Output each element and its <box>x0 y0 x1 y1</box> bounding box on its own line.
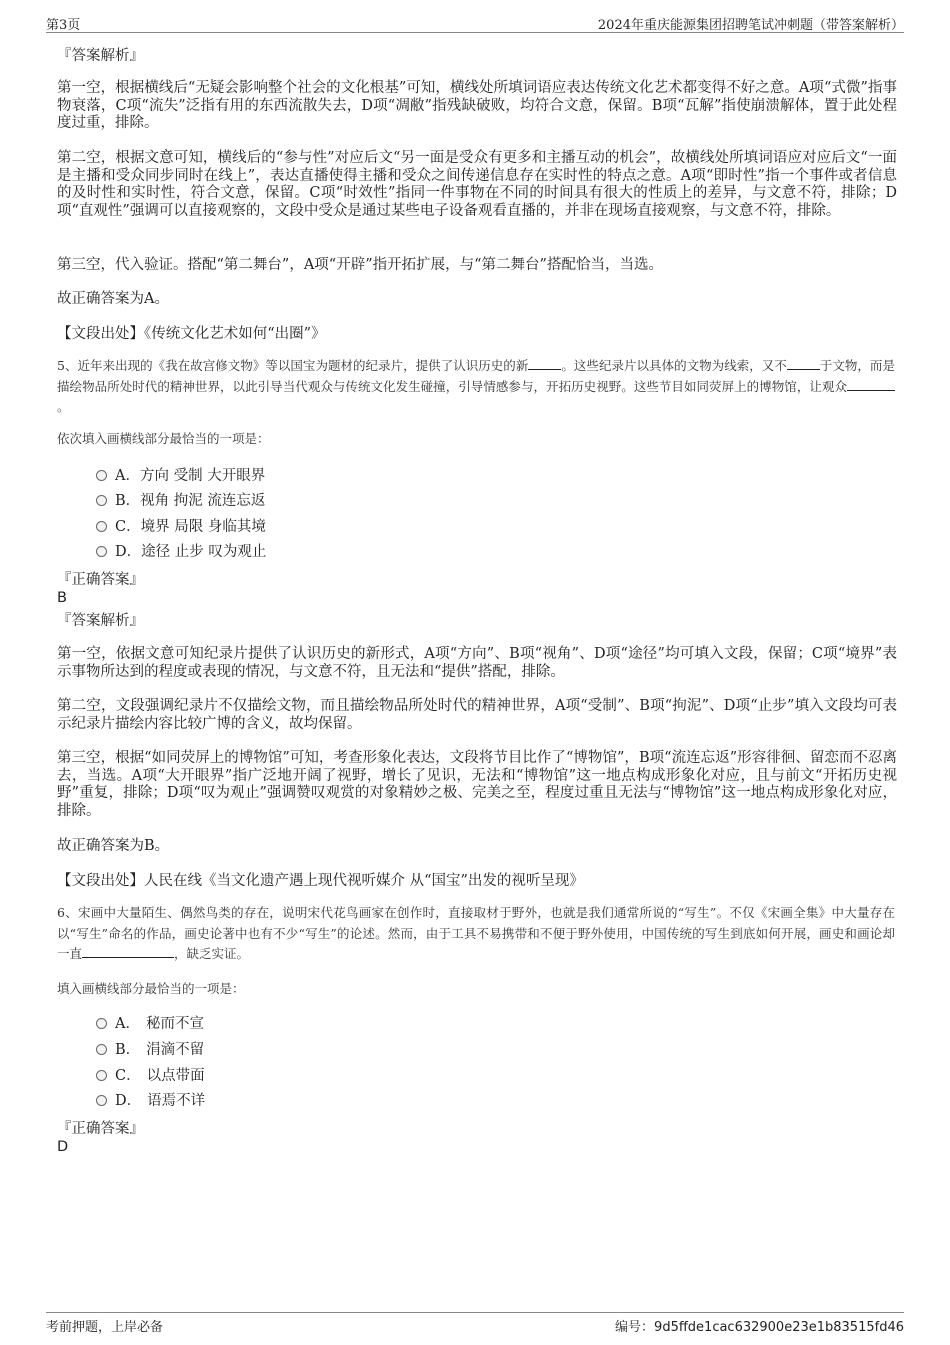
q5-analysis-label: 『答案解析』 <box>57 613 144 629</box>
q5-analysis-p2: 第二空，文段强调纪录片不仅描绘文物，而且描绘物品所处时代的精神世界，A项“受制”、B项“拘泥”、D项“止步”填入文段均可表示纪录片描绘内容比较广博的含义，故均保留。 <box>57 698 897 732</box>
q5-correct-label: 『正确答案』 <box>57 572 144 588</box>
prev-analysis-p1: 第一空，根据横线后“无疑会影响整个社会的文化根基”可知，横线处所填词语应表达传统文化艺术都变得不好之意。A项“式微”指事物衰落，C项“流失”泛指有用的东西流散失去，D项“凋敝”指残缺破败，均符合文意，保留。B项“瓦解”指使崩溃解体，置于此处程度过重，排除。 <box>57 80 897 131</box>
radio-icon[interactable] <box>96 470 107 481</box>
q5-prompt: 依次填入画横线部分最恰当的一项是： <box>57 431 270 446</box>
page-footer <box>46 1312 904 1333</box>
q5-blank-2 <box>787 357 820 370</box>
q5-blank-1 <box>528 357 561 370</box>
prev-source: 【文段出处】《传统文化艺术如何“出圈”》 <box>57 326 326 342</box>
radio-icon[interactable] <box>96 1095 107 1106</box>
radio-icon[interactable] <box>96 1018 107 1029</box>
q6-correct-label: 『正确答案』 <box>57 1121 144 1137</box>
q5-option-b[interactable]: B．视角 拘泥 流连忘返 <box>96 491 265 511</box>
q6-correct-answer: D <box>57 1139 69 1155</box>
prev-analysis-p2: 第二空，根据文意可知，横线后的“参与性”对应后文“另一面是受众有更多和主播互动的机会”，故横线处所填词语应对应后文“一面是主播和受众同步同时在线上”，表达直播使得主播和受众之间传递信息存在实时性的特点之意。A项“即时性”指一个事件或者信息的及时性和实时性，符合文意，保留。C项“时效性”指同一件事物在不同的时间具有很大的性质上的差异，与文意不符，排除；D项“直观性”强调可以直接观察的，文段中受众是通过某些电子设备观看直播的，并非在现场直接观察，与文意不符，排除。 <box>57 150 897 219</box>
radio-icon[interactable] <box>96 1044 107 1055</box>
q6-option-c[interactable]: C． 以点带面 <box>96 1066 205 1086</box>
prev-conclusion: 故正确答案为A。 <box>57 291 169 307</box>
page-header <box>46 12 904 33</box>
prev-analysis-p3: 第三空，代入验证。搭配“第二舞台”，A项“开辟”指开拓扩展，与“第二舞台”搭配恰当，当选。 <box>57 257 663 273</box>
radio-icon[interactable] <box>96 495 107 506</box>
q5-correct-answer: B <box>57 590 67 606</box>
q6-stem: 6、宋画中大量陌生、偶然鸟类的存在，说明宋代花鸟画家在创作时，直接取材于野外，也就是我们通常所说的“写生”。不仅《宋画全集》中大量存在以“写生”命名的作品，画史论著中也有不少“写生”的论述。然而，由于工具不易携带和不便于野外使用，中国传统的写生到底如何开展，画史和画论却一直 ，缺乏实证。 <box>57 905 895 961</box>
q6-blank <box>82 945 174 958</box>
q6-option-b[interactable]: B． 涓滴不留 <box>96 1040 204 1060</box>
prev-analysis-label: 『答案解析』 <box>57 48 144 64</box>
page-number: 第3页 <box>46 18 81 33</box>
q6-option-d[interactable]: D． 语焉不详 <box>96 1091 205 1111</box>
q5-option-a[interactable]: A．方向 受制 大开眼界 <box>96 466 265 486</box>
q5-analysis-p3: 第三空，根据“如同荧屏上的博物馆”可知，考查形象化表达，文段将节目比作了“博物馆”，B项“流连忘返”形容徘徊、留恋而不忍离去，当选。A项“大开眼界”指广泛地开阔了视野，增长了见识，无法和“博物馆”这一地点构成形象化对应，且与前文“开拓历史视野”重复，排除；D项“叹为观止”强调赞叹观赏的对象精妙之极、完美之至，程度过重且无法与“博物馆”这一地点构成形象化对应，排除。 <box>57 750 897 819</box>
q5-source: 【文段出处】人民在线《当文化遗产遇上现代视听媒介 从“国宝”出发的视听呈现》 <box>57 873 584 889</box>
q5-option-c[interactable]: C．境界 局限 身临其境 <box>96 517 266 537</box>
footer-slogan: 考前押题，上岸必备 <box>46 1320 164 1335</box>
document-code: 编号：9d5ffde1cac632900e23e1b83515fd46 <box>615 1320 904 1335</box>
q6-prompt: 填入画横线部分最恰当的一项是： <box>57 981 245 996</box>
q5-blank-3 <box>847 378 895 391</box>
q5-stem: 5、近年来出现的《我在故宫修文物》等以国宝为题材的纪录片，提供了认识历史的新 。这些纪录片以具体的文物为线索，又不 于文物，而是描绘物品所处时代的精神世界，以此引导当代观众与传统文化发生碰撞，引导情感参与，开拓历史视野。这些节目如同荧屏上的博物馆，让观众。 <box>57 358 895 414</box>
q5-conclusion: 故正确答案为B。 <box>57 838 170 854</box>
q6-option-a[interactable]: A． 秘而不宣 <box>96 1014 204 1034</box>
radio-icon[interactable] <box>96 546 107 557</box>
q5-option-d[interactable]: D．途径 止步 叹为观止 <box>96 542 266 562</box>
radio-icon[interactable] <box>96 521 107 532</box>
document-title: 2024年重庆能源集团招聘笔试冲刺题（带答案解析） <box>597 18 904 33</box>
q5-analysis-p1: 第一空，依据文意可知纪录片提供了认识历史的新形式，A项“方向”、B项“视角”、D项“途径”均可填入文段，保留；C项“境界”表示事物所达到的程度或表现的情况，与文意不符，且无法和“提供”搭配，排除。 <box>57 646 897 680</box>
radio-icon[interactable] <box>96 1070 107 1081</box>
